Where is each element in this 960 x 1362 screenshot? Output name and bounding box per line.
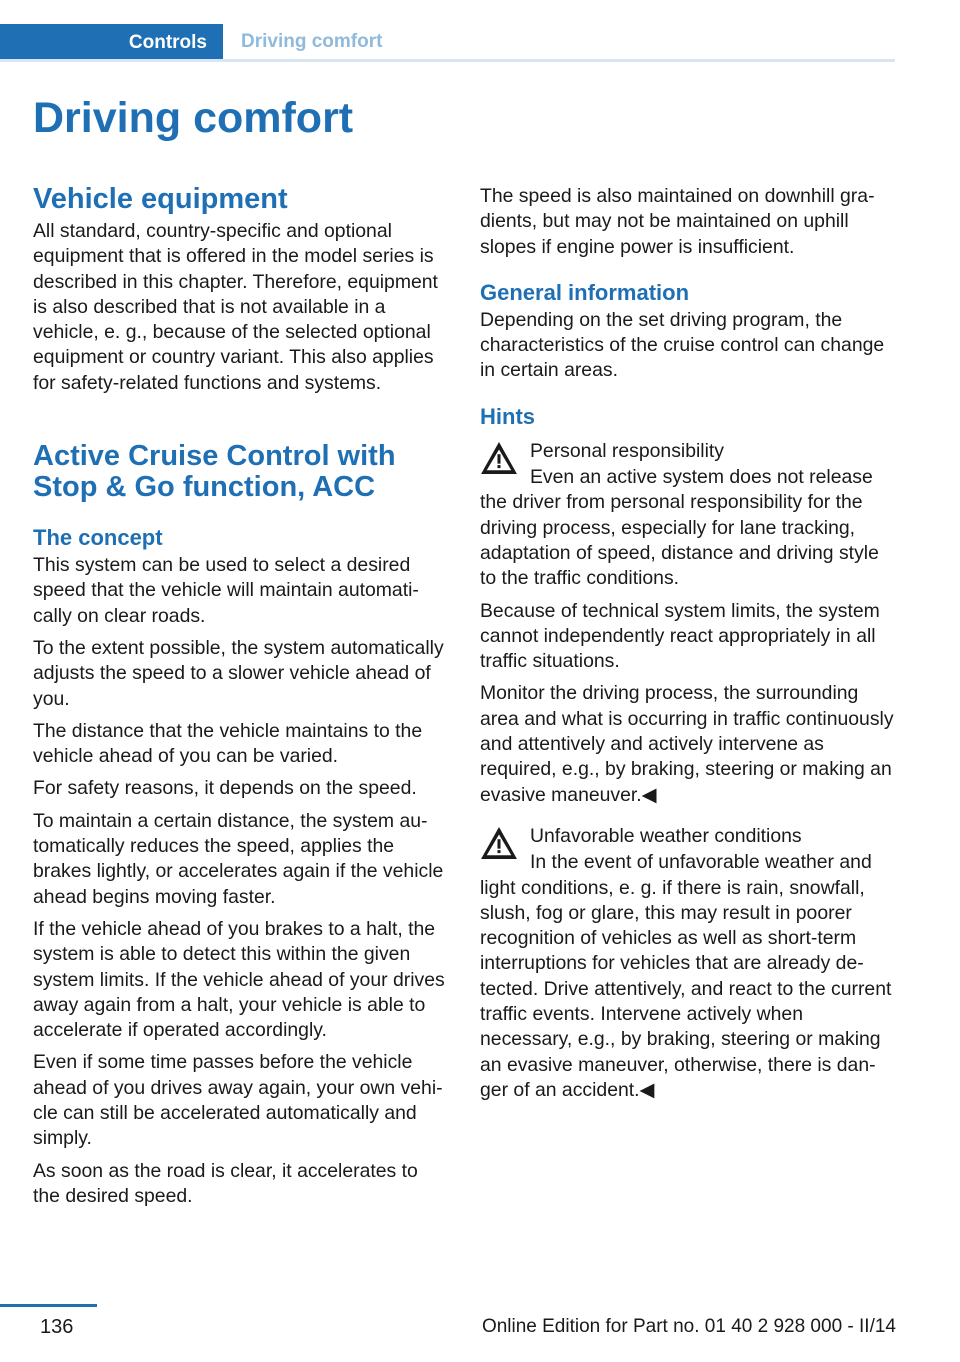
warning-triangle-icon [480, 441, 518, 475]
page-number: 136 [40, 1316, 74, 1338]
general-information-heading: General information [480, 279, 690, 305]
warning-text: Monitor the driving process, the surrounding area and what is occurring in traffic continuously and attentively and actively intervene as required, e.g., by braking, steering or making an evasive maneuver.◀ [480, 682, 894, 806]
concept-heading: The concept [33, 525, 163, 551]
warning-personal-responsibility [480, 439, 895, 464]
concept-paragraph: To maintain a certain distance, the system automatically reduces the speed, applies the brakes lightly, or accelerates again if the vehicle ahead begins moving faster. [33, 809, 444, 908]
left-column [33, 184, 448, 1216]
warning-unfavorable-weather [480, 824, 895, 849]
header-bar [0, 24, 895, 62]
tab-driving-comfort[interactable] [241, 24, 382, 60]
tab-driving-comfort-label: Driving comfort [241, 31, 383, 52]
concept-paragraph: For safety reasons, it depends on the speed. [33, 777, 417, 800]
concept-paragraph: If the vehicle ahead of you brakes to a halt, the system is able to detect this within the given system limits. If the vehicle ahead of your drives away again from a halt, your vehicle is able to accelerate if operated accordingly. [33, 917, 445, 1042]
vehicle-equipment-text: All standard, country-specific and optional equipment that is offered in the model series is described in this chapter. Therefore, equipment is also described that is not available in a vehicle, e. g., because of the selected optional equipment or country variant. This also applies for safety-related functions and systems. [33, 220, 438, 394]
concept-paragraph: The speed is also maintained on downhill gradients, but may not be maintained on uphill slopes if engine power is insufficient. [480, 185, 875, 258]
edition-footer: Online Edition for Part no. 01 40 2 928 000 - II/14 [481, 1316, 896, 1337]
concept-paragraph: This system can be used to select a desired speed that the vehicle will maintain automatically on clear roads. [33, 554, 419, 627]
tab-controls-label: Controls [128, 32, 207, 53]
page-title: Driving comfort [33, 94, 354, 142]
concept-paragraph: The distance that the vehicle maintains to the vehicle ahead of you can be varied. [33, 719, 423, 768]
footer-rule [0, 1304, 97, 1307]
general-information-text: Depending on the set driving program, the characteristics of the cruise control can change in certain areas. [480, 308, 885, 382]
tab-controls[interactable] [0, 24, 223, 62]
concept-paragraph: To the extent possible, the system automatically adjusts the speed to a slower vehicle ahead of you. [33, 636, 444, 710]
header-rule [0, 59, 895, 62]
concept-paragraph: Even if some time passes before the vehicle ahead of you drives away again, your own vehicle can still be accelerated automatically and simply. [33, 1051, 443, 1150]
warning-text: In the event of unfavorable weather and light conditions, e. g. if there is rain, snowfall, slush, fog or glare, this may result in poorer recognition of vehicles as well as short-term interruptions for vehicles that are already detected. Drive attentively, and react to the current traffic events. Intervene actively when necessary, e.g., by braking, steering or making an evasive maneuver, otherwise, there is danger of an accident.◀ [480, 851, 892, 1101]
acc-heading: Active Cruise Control with Stop & Go function, ACC [33, 440, 396, 504]
warning-title: Personal responsibility [530, 439, 725, 462]
warning-triangle-icon [480, 826, 518, 860]
hints-heading: Hints [480, 403, 535, 429]
warning-title: Unfavorable weather conditions [530, 824, 802, 847]
warning-text: Because of technical system limits, the system cannot independently react appropriately in all traffic situations. [480, 599, 880, 673]
warning-text: Even an active system does not release the driver from personal responsibility for the driving process, especially for lane tracking, adaptation of speed, distance and driving style to the traffic conditions. [480, 466, 879, 590]
concept-paragraph: As soon as the road is clear, it accelerates to the desired speed. [33, 1159, 418, 1207]
right-column [480, 184, 895, 1110]
vehicle-equipment-heading: Vehicle equipment [33, 183, 288, 215]
